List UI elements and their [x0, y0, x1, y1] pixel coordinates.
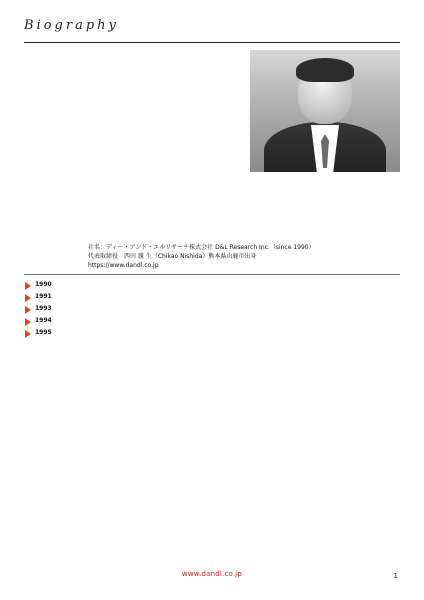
timeline-item-1993 — [24, 305, 400, 313]
triangle-marker-icon — [25, 330, 31, 338]
header-rule — [24, 42, 400, 43]
year-row — [24, 317, 400, 325]
page-number: 1 — [393, 572, 398, 580]
triangle-marker-icon — [25, 318, 31, 326]
triangle-marker-icon — [25, 306, 31, 314]
portrait-hair — [296, 58, 354, 82]
year-row — [24, 281, 400, 289]
year-label: 1991 — [35, 293, 52, 300]
year-row — [24, 329, 400, 337]
triangle-marker-icon — [25, 294, 31, 302]
year-row — [24, 305, 400, 313]
intro-section — [24, 48, 400, 238]
footer-url[interactable]: www.dandl.co.jp — [181, 570, 243, 578]
intro-column — [24, 50, 244, 56]
year-label: 1990 — [35, 281, 52, 288]
company-name-line: 社名：ディー・アンド・エルリサーチ株式会社 D&L Research Inc.（since 1990） — [88, 244, 315, 251]
year-label: 1995 — [35, 329, 52, 336]
year-row — [24, 293, 400, 301]
company-info — [24, 243, 400, 270]
timeline-item-1990 — [24, 281, 400, 289]
year-label: 1993 — [35, 305, 52, 312]
timeline — [24, 281, 400, 337]
timeline-item-1995 — [24, 329, 400, 337]
section-divider — [24, 274, 400, 275]
page-title: Biography — [24, 18, 119, 33]
company-url[interactable]: https://www.dandl.co.jp — [88, 262, 159, 269]
timeline-item-1991 — [24, 293, 400, 301]
year-label: 1994 — [35, 317, 52, 324]
timeline-item-1994 — [24, 317, 400, 325]
triangle-marker-icon — [25, 282, 31, 290]
portrait-photo — [250, 50, 400, 172]
ceo-line: 代表取締役 西田 親 生（Chikao Nishida）熊本県山鹿市出身 — [88, 253, 257, 260]
header — [24, 18, 400, 48]
company-section — [24, 243, 400, 275]
